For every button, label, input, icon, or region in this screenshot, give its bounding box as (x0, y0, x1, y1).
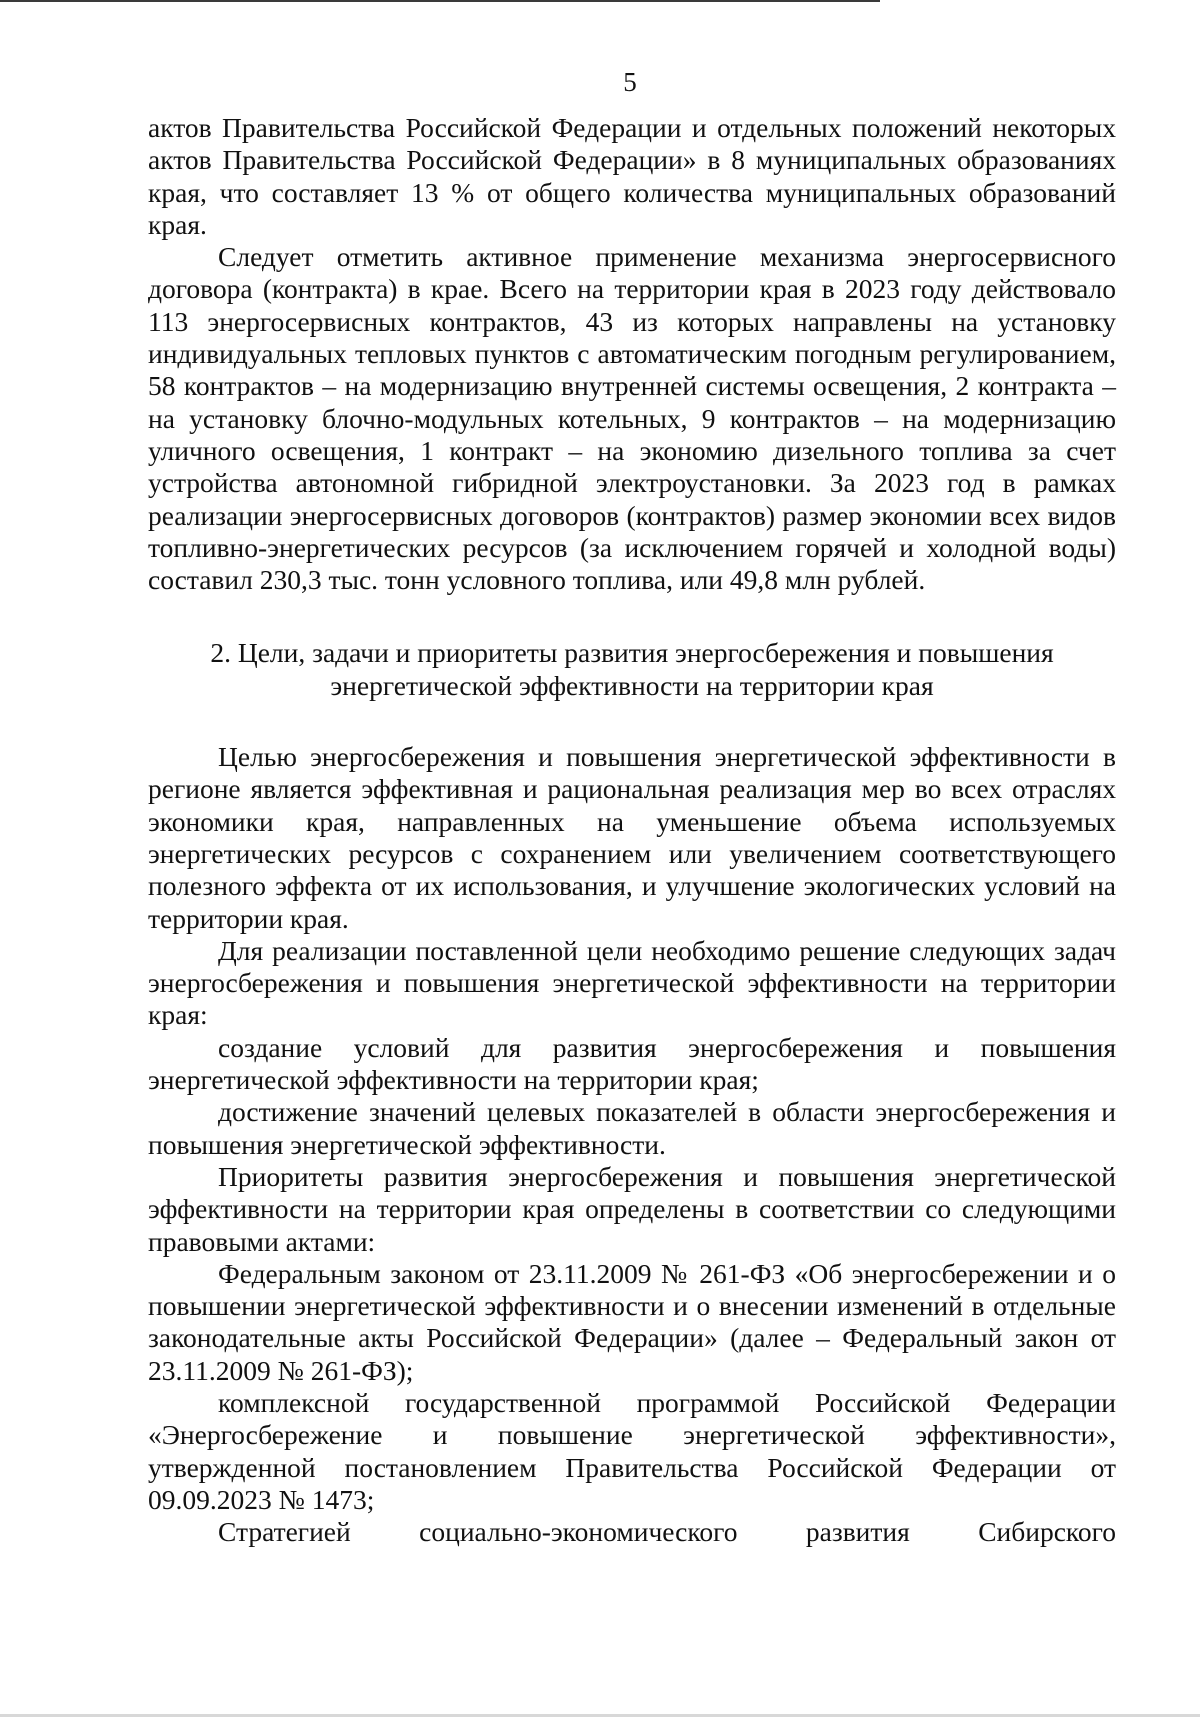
section-heading (148, 637, 1116, 702)
paragraph-goal: Целью энергосбережения и повышения энергетической эффективности в регионе является эффективная и рациональная реализация мер во всех отраслях экономики края, направленных на уменьшение объема используемых энергетических ресурсов с сохранением или увеличением соответствующего полезного эффекта от их использования, и улучшение экологических условий на территории края. (148, 741, 1116, 934)
list-item-task-1: создание условий для развития энергосбережения и повышения энергетической эффективности на территории края; (148, 1031, 1116, 1096)
list-item-task-2: достижение значений целевых показателей в области энергосбережения и повышения энергетической эффективности. (148, 1096, 1116, 1160)
paragraph-priorities-intro: Приоритеты развития энергосбережения и повышения энергетической эффективности на территории края определены в соответствии со следующими правовыми актами: (148, 1160, 1116, 1257)
list-item-state-program: комплексной государственной программой Российской Федерации «Энергосбережение и повышение энергетической эффективности», утвержденной постановлением Правительства Российской Федерации от 09.09.2023 № 1473; (148, 1386, 1116, 1515)
list-item-federal-law: Федеральным законом от 23.11.2009 № 261-ФЗ «Об энергосбережении и о повышении энергетической эффективности и о внесении изменений в отдельные законодательные акты Российской Федерации» (далее – Федеральный закон от 23.11.2009 № 261-ФЗ); (148, 1257, 1116, 1386)
paragraph-tasks-intro: Для реализации поставленной цели необходимо решение следующих задач энергосбережения и повышения энергетической эффективности на территории края: (148, 934, 1116, 1031)
section-heading-line-2: энергетической эффективности на территории края (330, 669, 934, 701)
document-body (148, 112, 1116, 1548)
list-item-strategy: Стратегией социально-экономического развития Сибирского (218, 1516, 1116, 1548)
paragraph-continued: актов Правительства Российской Федерации и отдельных положений некоторых актов Правительства Российской Федерации» в 8 муниципальных образованиях края, что составляет 13 % от общего количества муниципальных образований края. (148, 112, 1116, 240)
scan-top-edge (0, 0, 880, 2)
page-number: 5 (623, 67, 637, 97)
section-heading-line-1: 2. Цели, задачи и приоритеты развития энергосбережения и повышения (210, 637, 1054, 669)
paragraph-energy-service-contracts: Следует отметить активное применение механизма энергосервисного договора (контракта) в крае. Всего на территории края в 2023 году действовало 113 энергосервисных контрактов, 43 из которых направлены на установку индивидуальных тепловых пунктов с автоматическим погодным регулированием, 58 контрактов – на модернизацию внутренней системы освещения, 2 контракта – на установку блочно-модульных котельных, 9 контрактов – на модернизацию уличного освещения, 1 контракт – на экономию дизельного топлива за счет устройства автономной гибридной электроустановки. За 2023 год в рамках реализации энергосервисных договоров (контрактов) размер экономии всех видов топливно-энергетических ресурсов (за исключением горячей и холодной воды) составил 230,3 тыс. тонн условного топлива, или 49,8 млн рублей. (148, 241, 1116, 596)
